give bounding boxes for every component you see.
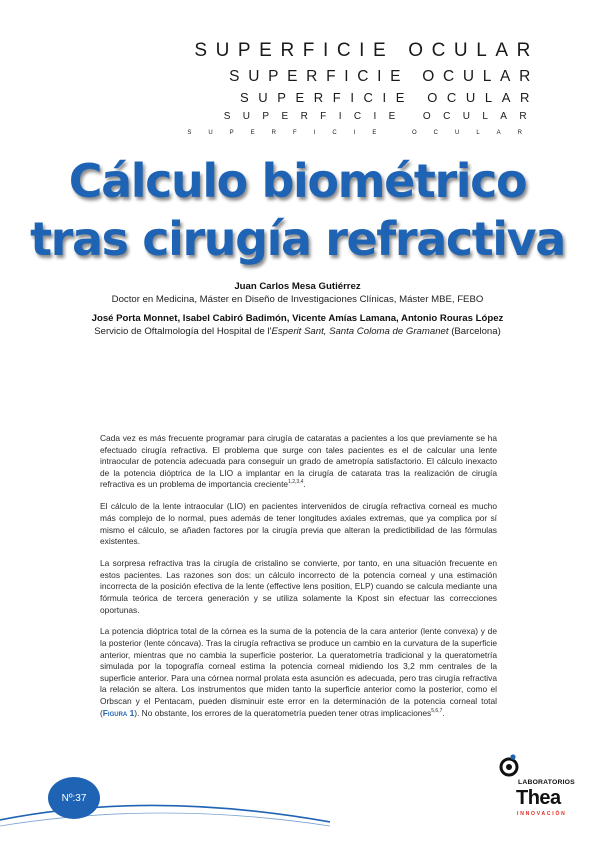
reference-superscript: 5,6,7 (431, 707, 443, 714)
article-title (0, 152, 595, 268)
author-block (0, 280, 595, 338)
series-header-line: SUPERFICIE OCULAR (223, 111, 539, 122)
body-paragraph: La sorpresa refractiva tras la cirugía de cristalino se convierte, por tanto, en una situación frecuente en estos pacientes. Las razones son dos: un cálculo incorrecto de la potencia corneal y una estimación incorrecta de la posición efectiva de la lente (effective lens position, ELP) cuando se calcula mediante una fórmula teórica de tercera generación y se utiliza solamente la Kpost sin efectuar las correcciones oportunas. (100, 558, 497, 615)
author-affiliation-2: Servicio de Oftalmología del Hospital de l'Esperit Sant, Santa Coloma de Gramanet (Barcelona) (94, 326, 501, 337)
series-header-line: SUPERFICIE OCULAR (229, 68, 539, 85)
issue-number-badge (48, 777, 100, 819)
author-affiliation-1: Doctor en Medicina, Máster en Diseño de Investigaciones Clínicas, Máster MBE, FEBO (111, 294, 484, 305)
body-paragraph: La potencia dióptrica total de la córnea es la suma de la potencia de la cara anterior (lente convexa) y de la posterior (lente cóncava). Tras la cirugía refractiva se produce un cambio en la curvatura de la superficie anterior, mientras que no cambia la superficie posterior. La queratometría tradicional y la queratometría simulada por la topografía corneal estima la potencia corneal midiendo los 3,2 mm centrales de la superficie anterior. Para una córnea normal prolata esta asunción es adecuada, pero tras cirugía refractiva la relación se altera. Los instrumentos que miden tanto la superficie anterior como la posterior, como el Orbscan y el Pentacam, pueden disminuir este error en la determinación de la potencia corneal total (Figura 1). No obstante, los errores de la queratometría pueden tener otras implicaciones$^{5,6,7}$. (100, 626, 497, 718)
logo-tagline-text: INNOVACIÓN (517, 811, 567, 817)
article-title-line-2: tras cirugía refractiva (30, 212, 565, 266)
logo-laboratorios-text: LABORATORIOS (518, 779, 575, 786)
issue-number: Nº:37 (61, 792, 87, 804)
thea-eye-icon (498, 753, 520, 779)
reference-superscript: 1,2,3,4 (288, 479, 304, 486)
logo-brand-text: Thea (516, 787, 561, 809)
laboratorios-thea-logo (488, 753, 578, 823)
series-header-line: SUPERFICIE OCULAR (187, 130, 539, 136)
author-names-2: José Porta Monnet, Isabel Cabiró Badimón, Vicente Amías Lamana, Antonio Rouras López (91, 313, 504, 324)
body-paragraph: El cálculo de la lente intraocular (LIO) en pacientes intervenidos de cirugía refractiva corneal es mucho más complejo de lo normal, pues además de tener longitudes axiales extremas, que ya complica por sí mismo el cálculo, se añaden factores por la cirugía previa que alteran la predictibilidad de las fórmulas existentes. (100, 501, 497, 547)
author-names-1: Juan Carlos Mesa Gutiérrez (234, 281, 361, 292)
article-body (100, 433, 497, 730)
series-header-line: SUPERFICIE OCULAR (239, 90, 539, 105)
series-header-line: SUPERFICIE OCULAR (194, 40, 539, 61)
figure-reference-link[interactable]: Figura 1 (102, 707, 135, 718)
article-title-line-1: Cálculo biométrico (68, 154, 527, 208)
body-paragraph: Cada vez es más frecuente programar para cirugía de cataratas a pacientes a los que previamente se ha efectuado cirugía refractiva. El problema que surge con tales pacientes es el de calcular una lente intraocular de potencia adecuada para conseguir un grado de ametropía satisfactorio. El cálculo inexacto de la potencia dióptrica de la LIO a implantar en la cirugía de catarata tras la realización de cirugía refractiva es un problema de importancia creciente$^{1,2,3,4}$. (100, 433, 497, 490)
